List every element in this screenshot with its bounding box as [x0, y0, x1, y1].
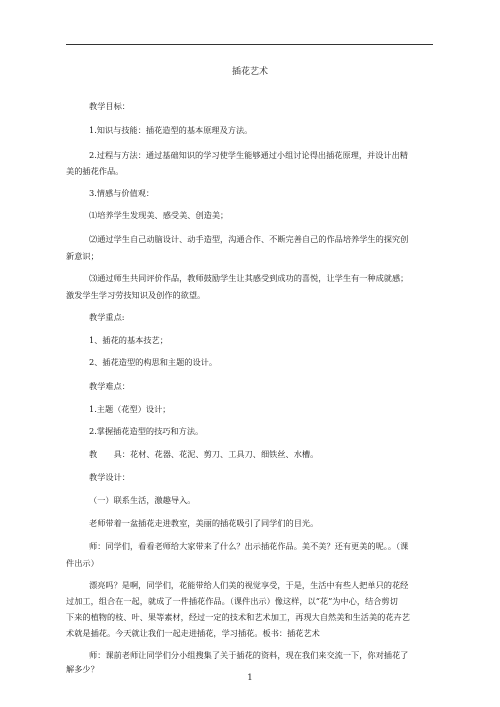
paragraph-line: 解多少？: [66, 664, 99, 674]
header-rule: [66, 44, 433, 45]
paragraph-line: 2、插花造型的构思和主题的设计。: [89, 357, 218, 367]
paragraph-line: 下来的植物的枝、叶、果等素材，经过一定的技术和艺术加工，再现大自然美和生活美的花卉艺: [66, 612, 410, 622]
paragraph-line: 师：课前老师让同学们分小组搜集了关于插花的资料，现在我们来交流一下，你对插花了: [89, 650, 409, 660]
paragraph-line: 1.知识与技能：插花造型的基本原理及方法。: [89, 125, 253, 135]
paragraph-line: 术就是插花。今天就让我们一起走进插花，学习插花。板书：插花艺术: [66, 628, 320, 638]
paragraph-line: 2.掌握插花造型的技巧和方法。: [89, 426, 204, 436]
paragraph-line: 过加工，组合在一起，就成了一件插花作品。（课件出示）像这样，以“花”为中心，结合剪切: [66, 596, 398, 606]
paragraph-line: 激发学生学习劳技知识及创作的欲望。: [66, 290, 206, 300]
paragraph-line: ⑶通过师生共同评价作品，教师鼓励学生让其感受到成功的喜悦，让学生有一种成就感；: [89, 273, 409, 283]
paragraph-line: 3.情感与价值观：: [89, 188, 155, 198]
paragraph-line: 美的插花作品。: [66, 166, 124, 176]
paragraph-line: 1.主题（花型）设计；: [89, 404, 171, 414]
paragraph-line: 教学目标：: [89, 101, 130, 111]
paragraph-line: 老师带着一盆插花走进教室，美丽的插花吸引了同学们的目光。: [89, 518, 319, 528]
paragraph-line: （一）联系生活，激趣导入。: [89, 495, 196, 505]
paragraph-line: 新意识；: [66, 251, 99, 261]
paragraph-line: 教学重点:: [89, 312, 125, 322]
paragraph-line: 件出示）: [66, 558, 99, 568]
paragraph-line: 教学难点：: [89, 381, 130, 391]
page-number: 1: [247, 673, 253, 683]
paragraph-line: ⑵通过学生自己动脑设计、动手造型，沟通合作、不断完善自己的作品培养学生的探究创: [89, 234, 409, 244]
paragraph-line: 教学设计：: [89, 472, 130, 482]
paragraph-line: 师：同学们，看看老师给大家带来了什么？出示插花作品。美不美？还有更美的呢。。（课: [89, 541, 409, 551]
paragraph-line: 漂亮吗？是啊，同学们，花能带给人们美的视觉享受，于是，生活中有些人把单只的花经: [89, 580, 409, 590]
document-title: 插花艺术: [231, 67, 268, 77]
paragraph-line: 教 具：花材、花器、花泥、剪刀、工具刀、细铁丝、水槽。: [89, 449, 319, 459]
paragraph-line: ⑴培养学生发现美、感受美、创造美；: [89, 210, 229, 220]
paragraph-line: 2.过程与方法：通过基础知识的学习使学生能够通过小组讨论得出插花原理，并设计出精: [89, 150, 408, 160]
paragraph-line: 1、插花的基本技艺；: [89, 335, 168, 345]
